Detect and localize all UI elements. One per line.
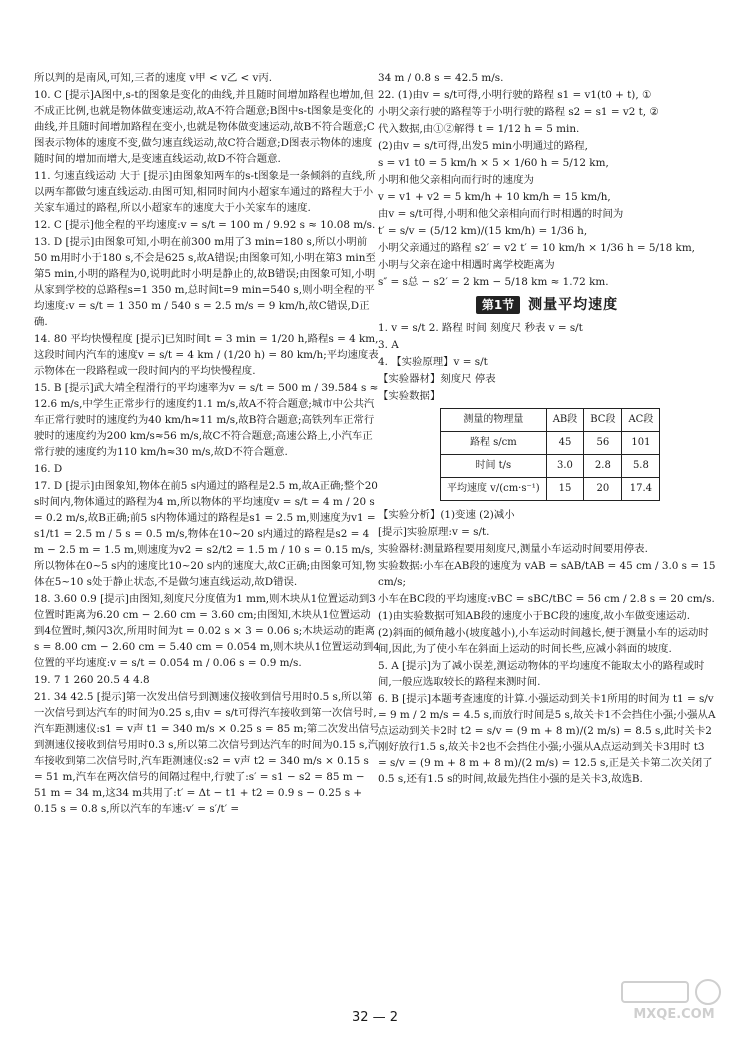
answer-paragraph: t′ = s/v = (5/12 km)/(15 km/h) = 1/36 h, [378,225,588,237]
answer-paragraph: 小明与父亲在途中相遇时离学校距离为 [378,259,555,271]
answer-paragraph: 3. A [378,339,399,351]
answer-paragraph: v = v1 + v2 = 5 km/h + 10 km/h = 15 km/h, [378,191,611,203]
answer-paragraph: 所以判的是南风,可知,三者的速度 v甲 < v乙 < v丙. [34,72,273,84]
section-heading [378,296,716,314]
table-cell: 2.8 [584,455,622,478]
answer-paragraph: 1. v = s/t 2. 路程 时间 刻度尺 秒表 v = s/t [378,322,583,334]
answer-paragraph: 10. C [提示]A图中,s-t的图象是变化的曲线,并且随时间增加路程也增加,但不成正比例,也就是物体做变速运动,故A不符合题意;B图中s-t图象是变化的曲线,并且随时间增加路程在变小,也就是物体做变速运动,故B不符合题意;C图表示物体的速度不变,做匀速直线运动,故C符合题意;D图表示物体的速度随时间的增加而增大,是变速直线运动,故D不符合题意. [34,89,375,165]
right-bottom-block [378,507,716,787]
right-top-block [378,70,716,290]
table-cell: 3.0 [546,455,584,478]
answer-paragraph: 18. 3.60 0.9 [提示]由图知,刻度尺分度值为1 mm,则木块从1位置运动到3位置时距离为6.20 cm − 2.60 cm = 3.60 cm;由图知,木块从1位置运动到4位置时,频闪3次,所用时间为t = 0.02 s × 3 = 0.06 s;木块运动的距离s = 8.00 cm − 2.60 cm = 5.40 cm = 0.054 m,则木块从1位置运动到4位置的平均速度:v = s/t = 0.054 m / 0.06 s = 0.9 m/s. [34,593,380,669]
answer-paragraph: 小明父亲行驶的路程等于小明行驶的路程 s2 = s1 = v2 t, ② [378,106,659,118]
answer-paragraph: 【实验分析】(1)变速 (2)减小 [378,509,515,521]
answer-paragraph: 14. 80 平均快慢程度 [提示]已知时间t = 3 min = 1/20 h,路程s = 4 km,这段时间内汽车的速度v = s/t = 4 km / (1/20 h) = 80 km/h;平均速度表示物体在一段路程或一段时间内的平均快慢程度. [34,333,379,377]
answer-paragraph: (2)斜面的倾角越小(坡度越小),小车运动时间越长,便于测量小车的运动时间,因此,为了使小车在斜面上运动的时间长些,应减小斜面的坡度. [378,627,709,655]
answer-paragraph: 5. A [提示]为了减小误差,测运动物体的平均速度不能取太小的路程或时间,一般应选取较长的路程来测时间. [378,660,705,688]
table-row [441,432,660,455]
answer-paragraph: 13. D [提示]由图象可知,小明在前300 m用了3 min=180 s,所以小明前50 m用时小于180 s,不会是625 s,故A错误;由图象可知,小明在第3 min至第5 min,小明的路程为0,说明此时小明是静止的,故B错误;由图象可知,小明从家到学校的总路程s=1 350 m,总时间t=9 min=540 s,则小明全程的平均速度:v = s/t = 1 350 m / 540 s = 2.5 m/s = 9 km/h,故C错误,D正确. [34,236,376,328]
answer-paragraph: 12. C [提示]他全程的平均速度:v = s/t = 100 m / 9.92 s ≈ 10.08 m/s. [34,219,376,231]
watermark-logo-icon [616,976,732,1022]
table-cell: 路程 s/cm [441,432,547,455]
answer-paragraph: 19. 7 1 260 20.5 4 4.8 [34,674,150,686]
table-header: 测量的物理量 [441,409,547,432]
table-cell: 101 [622,432,660,455]
answer-paragraph: (1)由实验数据可知AB段的速度小于BC段的速度,故小车做变速运动. [378,610,691,622]
answer-paragraph: 代入数据,由①②解得 t = 1/12 h = 5 min. [378,123,580,135]
answer-paragraph: 小明和他父亲相向而行时的速度为 [378,174,534,186]
answer-paragraph: 6. B [提示]本题考查速度的计算.小强运动到关卡1所用的时间为 t1 = s/v = 9 m / 2 m/s = 4.5 s,而放行时间是5 s,故关卡1不会挡住小强;小强从A点运动到关卡2时 t2 = s/v = (9 m + 8 m)/(2 m/s) = 8.5 s,此时关卡2刚好放行1.5 s,故关卡2也不会挡住小强;小强从A点运动到关卡3用时 t3 = s/v = (9 m + 8 m + 8 m)/(2 m/s) = 12.5 s,正是关卡第二次关闭了0.5 s,还有1.5 s的时间,故最先挡住小强的是关卡3,故选B. [378,693,716,785]
table-cell: 平均速度 v/(cm·s⁻¹) [441,478,547,501]
answer-paragraph: 【实验数据】 [378,390,441,402]
table-cell: 17.4 [622,478,660,501]
answer-paragraph: 21. 34 42.5 [提示]第一次发出信号到测速仪接收到信号用时0.5 s,所以第一次信号到达汽车的时间为0.25 s,由v = s/t可得汽车接收到第一次信号时,汽车距测速仪:s1 = v声 t1 = 340 m/s × 0.25 s = 85 m;第二次发出信号到测速仪接收到信号用时0.3 s,所以第二次信号到达汽车的时间为0.15 s,汽车接收到第二次信号时,汽车距测速仪:s2 = v声 t2 = 340 m/s × 0.15 s = 51 m,汽车在两次信号的间隔过程中,行驶了:s′ = s1 − s2 = 85 m − 51 m = 34 m,这34 m共用了:t′ = Δt − t1 + t2 = 0.9 s − 0.25 s + 0.15 s = 0.8 s,所以汽车的车速:v′ = s′/t′ = [34,691,380,815]
table-header: BC段 [584,409,622,432]
answer-paragraph: 34 m / 0.8 s = 42.5 m/s. [378,72,504,84]
table-cell: 45 [546,432,584,455]
answer-paragraph: 16. D [34,463,63,475]
answer-paragraph: s = v1 t0 = 5 km/h × 5 × 1/60 h = 5/12 km, [378,157,609,169]
answer-paragraph: 【实验器材】刻度尺 停表 [378,373,496,385]
right-mid-block [378,320,716,404]
table-header: AB段 [546,409,584,432]
answer-paragraph: 实验数据:小车在AB段的速度为 vAB = sAB/tAB = 45 cm / 3.0 s = 15 cm/s; [378,560,716,588]
section-title: 测量平均速度 [528,297,619,313]
data-table [440,408,660,501]
answer-paragraph: 由v = s/t可得,小明和他父亲相向而行时相遇的时间为 [378,208,624,220]
table-cell: 5.8 [622,455,660,478]
left-column [34,70,380,818]
table-cell: 56 [584,432,622,455]
section-badge: 第1节 [476,296,520,314]
answer-paragraph: (2)由v = s/t可得,出发5 min小明通过的路程, [378,140,588,152]
answer-paragraph: 实验器材:测量路程要用刻度尺,测量小车运动时间要用停表. [378,543,648,555]
table-header: AC段 [622,409,660,432]
table-cell: 15 [546,478,584,501]
svg-text:MXQE.COM: MXQE.COM [633,1007,715,1022]
answer-paragraph: 小车在BC段的平均速度:vBC = sBC/tBC = 56 cm / 2.8 s = 20 cm/s. [378,593,715,605]
table-row [441,455,660,478]
table-row [441,478,660,501]
table-header-row [441,409,660,432]
answer-paragraph: 4. 【实验原理】v = s/t [378,356,488,368]
answer-paragraph: 17. D [提示]由图象知,物体在前5 s内通过的路程是2.5 m,故A正确;整个20 s时间内,物体通过的路程为4 m,所以物体的平均速度v = s/t = 4 m / 20 s = 0.2 m/s,故B正确;前5 s内物体通过的路程是s1 = 2.5 m,则速度为v1 = s1/t1 = 2.5 m / 5 s = 0.5 m/s,物体在10~20 s内通过的路程是s2 = 4 m − 2.5 m = 1.5 m,则速度为v2 = s2/t2 = 1.5 m / 10 s = 0.15 m/s,所以物体在0~5 s内的速度比10~20 s内的速度大,故C正确;由图象可知,物体在5~10 s处于静止状态,不是做匀速直线运动,故D错误. [34,480,378,588]
answer-paragraph: 22. (1)由v = s/t可得,小明行驶的路程 s1 = v1(t0 + t), ① [378,89,652,101]
answer-paragraph: 小明父亲通过的路程 s2′ = v2 t′ = 10 km/h × 1/36 h = 5/18 km, [378,242,695,254]
table-cell: 时间 t/s [441,455,547,478]
page-number: 32 — 2 [351,1010,399,1025]
answer-paragraph: 15. B [提示]武大靖全程滑行的平均速率为v = s/t = 500 m / 39.584 s ≈ 12.6 m/s,中学生正常步行的速度约1.1 m/s,故A不符合题意;城市中公共汽车正常行驶时的速度约为40 km/h≈11 m/s,故B符合题意;高铁列车正常行驶时的速度约为200 km/s≈56 m/s,故C不符合题意;高速公路上,小汽车正常行驶的速度约为110 km/h≈30 m/s,故D不符合题意. [34,382,379,458]
answer-paragraph: 11. 匀速直线运动 大于 [提示]由图象知两车的s-t图象是一条倾斜的直线,所以两车都做匀速直线运动.由图可知,相同时间内小超家车通过的路程大于小关家车通过的路程,所以小超家车的速度大于小关家车的速度. [34,170,376,214]
answer-paragraph: s″ = s总 − s2′ = 2 km − 5/18 km ≈ 1.72 km. [378,276,609,288]
right-column [378,70,716,788]
table-cell: 20 [584,478,622,501]
answer-paragraph: [提示]实验原理:v = s/t. [378,526,490,538]
